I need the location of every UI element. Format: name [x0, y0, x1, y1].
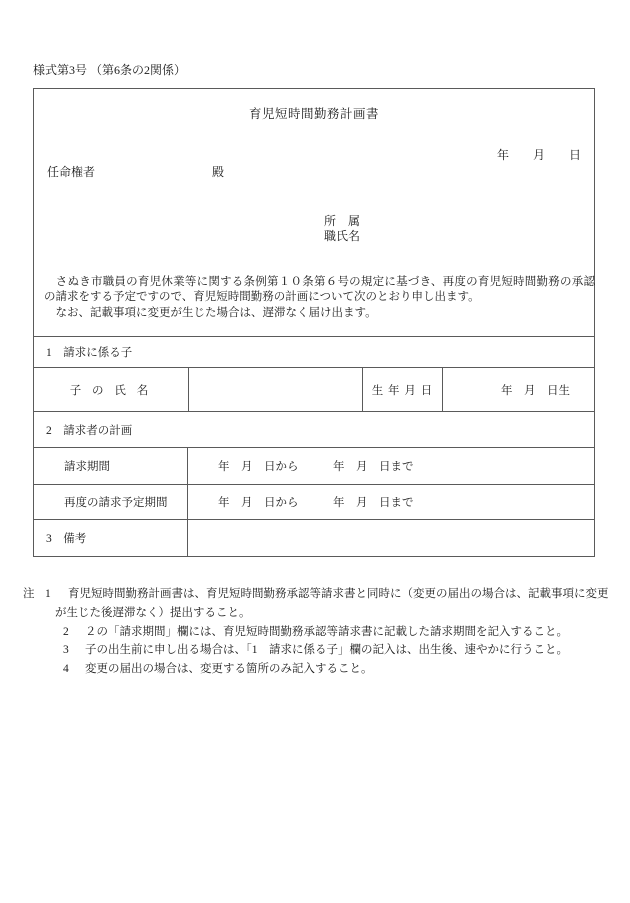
- section1-row: [34, 336, 594, 367]
- note-item-4: [23, 660, 613, 679]
- note-3-text: 子の出生前に申し出る場合は、「1 請求に係る子」欄の記入は、出生後、速やかに行うこと。: [85, 644, 568, 657]
- section1-label: 1 請求に係る子: [46, 347, 133, 359]
- form-box: [33, 88, 595, 557]
- note-1-text: 育児短時間勤務計画書は、育児短時間勤務承認等請求書と同時に（変更の届出の場合は、記載事項に変更: [68, 588, 609, 600]
- form-number: 様式第3号 （第6条の2関係）: [33, 63, 187, 77]
- body-text: [44, 275, 595, 321]
- birth-date-field: 年 月 日生: [442, 368, 594, 411]
- notes-label: 注: [23, 588, 35, 600]
- name-label: 職氏名: [324, 228, 361, 243]
- note-item-3: [23, 641, 613, 660]
- paragraph-2: なお、記載事項に変更が生じた場合は、遅滞なく届け出ます。: [44, 306, 377, 319]
- child-row: [34, 367, 594, 411]
- note-1-number: 1: [45, 588, 51, 600]
- request-period-row: [34, 447, 594, 484]
- affiliation-label: 所 属: [324, 214, 361, 228]
- signer-block: [324, 214, 360, 243]
- section2-row: [34, 411, 594, 447]
- remarks-row: [34, 519, 594, 556]
- replan-period-row: [34, 484, 594, 519]
- note-4-text: 変更の届出の場合は、変更する箇所のみ記入すること。: [85, 663, 373, 676]
- addressee-label: 任命権者: [47, 165, 96, 179]
- form-table: [34, 336, 594, 556]
- note-item-1-continued: が生じた後遅滞なく）提出すること。: [55, 606, 251, 619]
- note-item-1: [23, 585, 613, 604]
- date-line: 年 月 日: [496, 148, 581, 162]
- notes-section: [23, 585, 613, 679]
- note-2-number: 2: [63, 625, 69, 638]
- note-item-2: [23, 623, 613, 642]
- replan-period-label: 再度の請求予定期間: [34, 485, 188, 519]
- addressee-row: [47, 163, 581, 179]
- paragraph-1: さぬき市職員の育児休業等に関する条例第１０条第６号の規定に基づき、再度の育児短時間勤務の承認の請求をする予定ですので、育児短時間勤務の計画について次のとおり申し出ます。: [44, 276, 595, 304]
- request-period-label: 請求期間: [34, 448, 188, 484]
- child-name-field: [188, 368, 362, 411]
- remarks-field: [188, 520, 594, 556]
- request-period-field: 年 月 日から 年 月 日まで: [218, 461, 414, 473]
- replan-period-field: 年 月 日から 年 月 日まで: [218, 497, 414, 509]
- note-3-number: 3: [63, 644, 69, 657]
- section3-label: 3 備考: [34, 520, 188, 556]
- child-name-label: 子 の 氏 名: [69, 384, 153, 397]
- note-4-number: 4: [63, 663, 69, 676]
- form-title: 育児短時間勤務計画書: [248, 107, 379, 121]
- addressee-honorific: 殿: [212, 165, 225, 179]
- section2-label: 2 請求者の計画: [46, 424, 133, 437]
- note-2-text: ２の「請求期間」欄には、育児短時間勤務承認等請求書に記載した請求期間を記入すること。: [85, 625, 568, 638]
- birth-date-label: 生 年 月 日: [362, 368, 442, 411]
